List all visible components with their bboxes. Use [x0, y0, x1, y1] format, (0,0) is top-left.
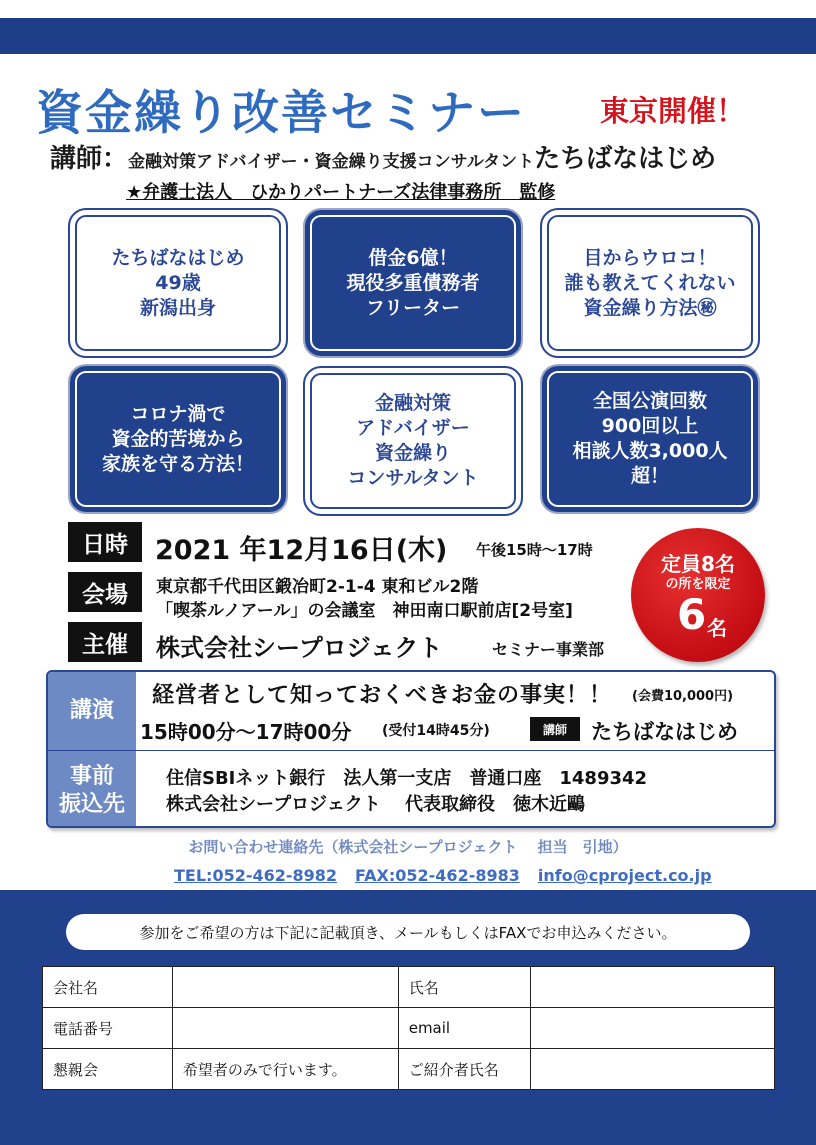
reception-time: (受付14時45分)	[382, 723, 490, 739]
referrer-label: ご紹介者氏名	[398, 1049, 530, 1090]
host-label: 主催	[68, 622, 142, 662]
lecture-lecturer-name: たちばなはじめ	[591, 720, 738, 744]
date-value: 2021 年12月16日(木)	[155, 535, 448, 566]
bank-account: 住信SBIネット銀行 法人第一支店 普通口座 1489342	[166, 768, 648, 789]
feature-box-debt: 借金6億！ 現役多重債務者 フリーター	[303, 208, 523, 358]
lecturer-name: たちばなはじめ	[534, 144, 717, 174]
capacity-unit: 名	[707, 616, 727, 640]
info-divider	[48, 750, 776, 751]
email-label: email	[398, 1008, 530, 1049]
form-row-phone	[43, 1008, 775, 1049]
party-note: 希望者のみで行います。	[172, 1049, 398, 1090]
feature-box-profile: たちばなはじめ 49歳 新潟出身	[68, 208, 288, 358]
host-department: セミナー事業部	[492, 640, 605, 659]
venue-label: 会場	[68, 572, 142, 612]
lecture-title: 経営者として知っておくべきお金の事実！！	[152, 683, 613, 708]
capacity-line2: の所を限定	[665, 577, 731, 592]
bank-holder: 株式会社シープロジェクト 代表取締役 徳木近鷗	[166, 794, 586, 815]
lecturer-tag: 講師	[530, 717, 580, 741]
lecturer-label: 講師：	[50, 144, 129, 174]
page-title: 資金繰り改善セミナー	[36, 86, 526, 141]
contact-text: お問い合わせ連絡先（株式会社シープロジェクト 担当 引地）	[188, 838, 628, 856]
form-row-party	[43, 1049, 775, 1090]
date-time: 午後15時～17時	[476, 541, 593, 559]
fax-link[interactable]: FAX:052-462-8983	[355, 866, 520, 885]
capacity-badge	[631, 528, 765, 662]
application-form	[42, 966, 775, 1090]
lecture-fee: (会費10,000円)	[632, 689, 734, 704]
feature-box-corona: コロナ渦で 資金的苦境から 家族を守る方法！	[68, 364, 288, 514]
lecturer-line	[50, 138, 716, 175]
name-label: 氏名	[398, 967, 530, 1008]
contact-links	[174, 866, 730, 885]
lecture-time: 15時00分～17時00分	[140, 720, 352, 744]
capacity-line1: 定員8名	[661, 552, 735, 576]
form-row-company	[43, 967, 775, 1008]
venue-address: 東京都千代田区鍛冶町2-1-4 東和ビル2階	[156, 577, 479, 597]
party-label: 懇親会	[43, 1049, 173, 1090]
capacity-number: 6	[677, 590, 707, 639]
company-field[interactable]	[172, 967, 398, 1008]
email-link[interactable]: info@cproject.co.jp	[537, 866, 712, 885]
venue-room: 「喫茶ルノアール」の会議室 神田南口駅前店[2号室]	[156, 601, 573, 621]
host-company: 株式会社シープロジェクト	[156, 634, 443, 662]
feature-box-record: 全国公演回数 900回以上 相談人数3,000人 超！	[540, 364, 760, 514]
application-notice: 参加をご希望の方は下記に記載頂き、メールもしくはFAXでお申込みください。	[66, 914, 750, 950]
transfer-label: 事前 振込先	[48, 751, 136, 828]
supervision-note: ★弁護士法人 ひかりパートナーズ法律事務所 監修	[126, 182, 556, 203]
name-field[interactable]	[530, 967, 774, 1008]
location-badge: 東京開催！	[600, 94, 746, 128]
company-label: 会社名	[43, 967, 173, 1008]
top-banner-bar	[0, 18, 816, 54]
phone-label: 電話番号	[43, 1008, 173, 1049]
referrer-field[interactable]	[530, 1049, 774, 1090]
lecture-label: 講演	[48, 672, 136, 750]
feature-box-method: 目からウロコ！ 誰も教えてくれない 資金繰り方法㊙	[540, 208, 760, 358]
lecturer-role: 金融対策アドバイザー・資金繰り支援コンサルタント	[128, 152, 535, 172]
date-label: 日時	[68, 522, 142, 562]
feature-box-advisor: 金融対策 アドバイザー 資金繰り コンサルタント	[303, 366, 523, 516]
lecture-info-box	[46, 670, 776, 828]
tel-link[interactable]: TEL:052-462-8982	[174, 866, 338, 885]
phone-field[interactable]	[172, 1008, 398, 1049]
email-field[interactable]	[530, 1008, 774, 1049]
